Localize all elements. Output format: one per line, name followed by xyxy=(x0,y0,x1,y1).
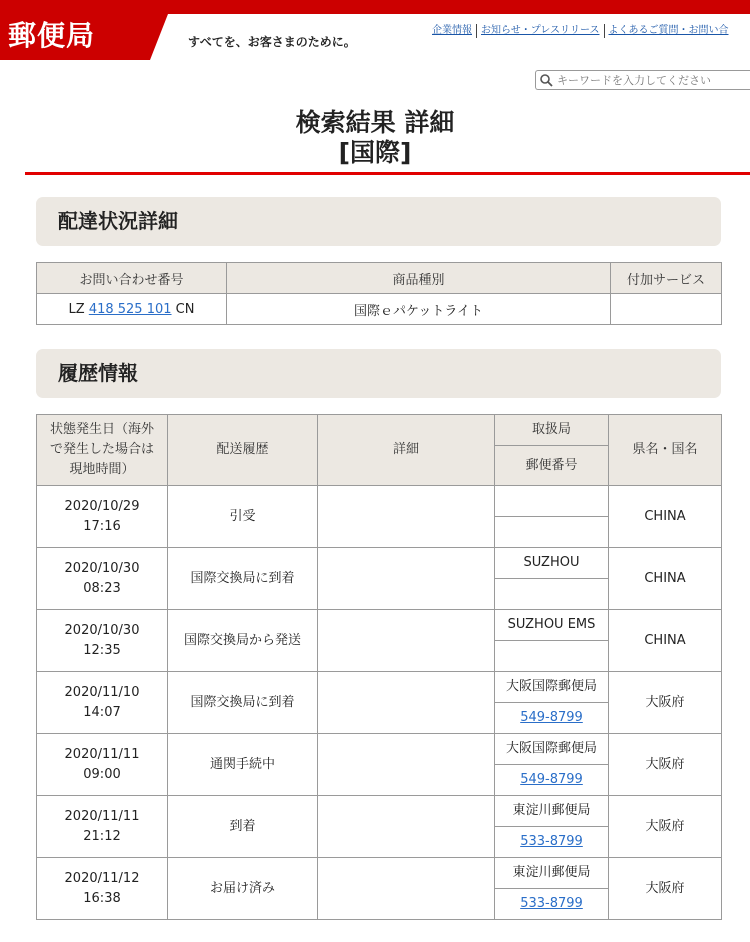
page-title xyxy=(0,108,750,168)
history-region-cell: 大阪府 xyxy=(609,734,722,796)
history-office-cell: 東淀川郵便局 xyxy=(495,796,609,827)
search-icon[interactable] xyxy=(540,74,553,87)
history-status-cell: 国際交換局に到着 xyxy=(168,672,318,734)
history-detail-cell xyxy=(318,672,495,734)
history-time: 16:38 xyxy=(83,890,121,906)
history-time: 08:23 xyxy=(83,580,121,596)
tracking-number-link[interactable]: 418 525 101 xyxy=(88,301,172,317)
column-header-detail: 詳細 xyxy=(318,415,495,486)
history-postcode-cell xyxy=(495,703,609,734)
table-row xyxy=(37,672,722,703)
history-detail-cell xyxy=(318,858,495,920)
history-status-cell: 通関手続中 xyxy=(168,734,318,796)
history-status-cell: 国際交換局から発送 xyxy=(168,610,318,672)
history-date: 2020/11/11 xyxy=(64,746,140,762)
history-office-cell: SUZHOU xyxy=(495,548,609,579)
history-region-cell: 大阪府 xyxy=(609,672,722,734)
page-title-line2: [国際] xyxy=(338,138,412,167)
history-date-cell xyxy=(37,796,168,858)
history-time: 12:35 xyxy=(83,642,121,658)
tagline: すべてを、お客さまのために。 xyxy=(188,35,356,49)
history-detail-cell xyxy=(318,548,495,610)
history-date-cell xyxy=(37,548,168,610)
history-date-cell xyxy=(37,734,168,796)
history-postcode-cell xyxy=(495,827,609,858)
table-row xyxy=(37,486,722,517)
history-date: 2020/11/10 xyxy=(64,684,140,700)
history-time: 09:00 xyxy=(83,766,121,782)
history-office-cell xyxy=(495,486,609,517)
history-status-cell: お届け済み xyxy=(168,858,318,920)
postcode-link[interactable]: 533-8799 xyxy=(520,896,583,911)
table-row xyxy=(37,796,722,827)
tracking-prefix: LZ xyxy=(68,301,85,317)
history-time: 21:12 xyxy=(83,828,121,844)
history-postcode-cell xyxy=(495,579,609,610)
history-date-cell xyxy=(37,486,168,548)
history-postcode-cell xyxy=(495,765,609,796)
page-title-line1: 検索結果 詳細 xyxy=(295,108,455,137)
postcode-link[interactable]: 549-8799 xyxy=(520,772,583,787)
table-row xyxy=(37,548,722,579)
search-input[interactable] xyxy=(557,74,737,87)
history-date: 2020/10/30 xyxy=(64,622,140,638)
history-detail-cell xyxy=(318,610,495,672)
column-header-product-type: 商品種別 xyxy=(227,263,611,294)
history-detail-cell xyxy=(318,796,495,858)
history-time: 14:07 xyxy=(83,704,121,720)
column-header-region: 県名・国名 xyxy=(609,415,722,486)
history-postcode-cell xyxy=(495,889,609,920)
history-office-cell: SUZHOU EMS xyxy=(495,610,609,641)
japan-post-logo[interactable]: 郵便局 xyxy=(8,19,96,52)
link-press-releases[interactable]: お知らせ・プレスリリース xyxy=(477,24,605,38)
history-region-cell: CHINA xyxy=(609,548,722,610)
column-header-tracking-number: お問い合わせ番号 xyxy=(37,263,227,294)
additional-service-cell xyxy=(611,294,722,325)
tracking-number-cell xyxy=(37,294,227,325)
postcode-link[interactable]: 549-8799 xyxy=(520,710,583,725)
tracking-suffix: CN xyxy=(175,301,195,317)
table-row xyxy=(37,294,722,325)
history-status-cell: 引受 xyxy=(168,486,318,548)
history-date: 2020/10/29 xyxy=(64,498,140,514)
history-postcode-cell xyxy=(495,517,609,548)
column-header-status: 配送履歴 xyxy=(168,415,318,486)
history-detail-cell xyxy=(318,486,495,548)
search-box[interactable] xyxy=(535,70,750,90)
history-time: 17:16 xyxy=(83,518,121,534)
history-date: 2020/11/11 xyxy=(64,808,140,824)
history-office-cell: 大阪国際郵便局 xyxy=(495,734,609,765)
history-date: 2020/11/12 xyxy=(64,870,140,886)
history-date-cell xyxy=(37,672,168,734)
column-header-date: 状態発生日（海外で発生した場合は現地時間） xyxy=(37,415,168,486)
history-postcode-cell xyxy=(495,641,609,672)
history-date-cell xyxy=(37,610,168,672)
history-region-cell: CHINA xyxy=(609,486,722,548)
history-status-cell: 国際交換局に到着 xyxy=(168,548,318,610)
column-header-postcode: 郵便番号 xyxy=(495,446,609,486)
history-region-cell: CHINA xyxy=(609,610,722,672)
top-nav-links xyxy=(428,24,733,38)
history-office-cell: 東淀川郵便局 xyxy=(495,858,609,889)
postcode-link[interactable]: 533-8799 xyxy=(520,834,583,849)
history-region-cell: 大阪府 xyxy=(609,796,722,858)
table-row xyxy=(37,610,722,641)
column-header-office: 取扱局 xyxy=(495,415,609,446)
history-table xyxy=(36,414,722,920)
history-office-cell: 大阪国際郵便局 xyxy=(495,672,609,703)
delivery-summary-table xyxy=(36,262,722,325)
history-heading: 履歴情報 xyxy=(36,349,721,398)
link-faq[interactable]: よくあるご質問・お問い合 xyxy=(608,25,729,36)
history-status-cell: 到着 xyxy=(168,796,318,858)
table-row xyxy=(37,734,722,765)
history-region-cell: 大阪府 xyxy=(609,858,722,920)
link-corporate-info[interactable]: 企業情報 xyxy=(428,24,477,38)
history-detail-cell xyxy=(318,734,495,796)
product-type-cell: 国際ｅパケットライト xyxy=(227,294,611,325)
column-header-additional-service: 付加サービス xyxy=(611,263,722,294)
history-date: 2020/10/30 xyxy=(64,560,140,576)
history-date-cell xyxy=(37,858,168,920)
table-row xyxy=(37,858,722,889)
title-divider xyxy=(25,172,750,175)
delivery-status-heading: 配達状況詳細 xyxy=(36,197,721,246)
